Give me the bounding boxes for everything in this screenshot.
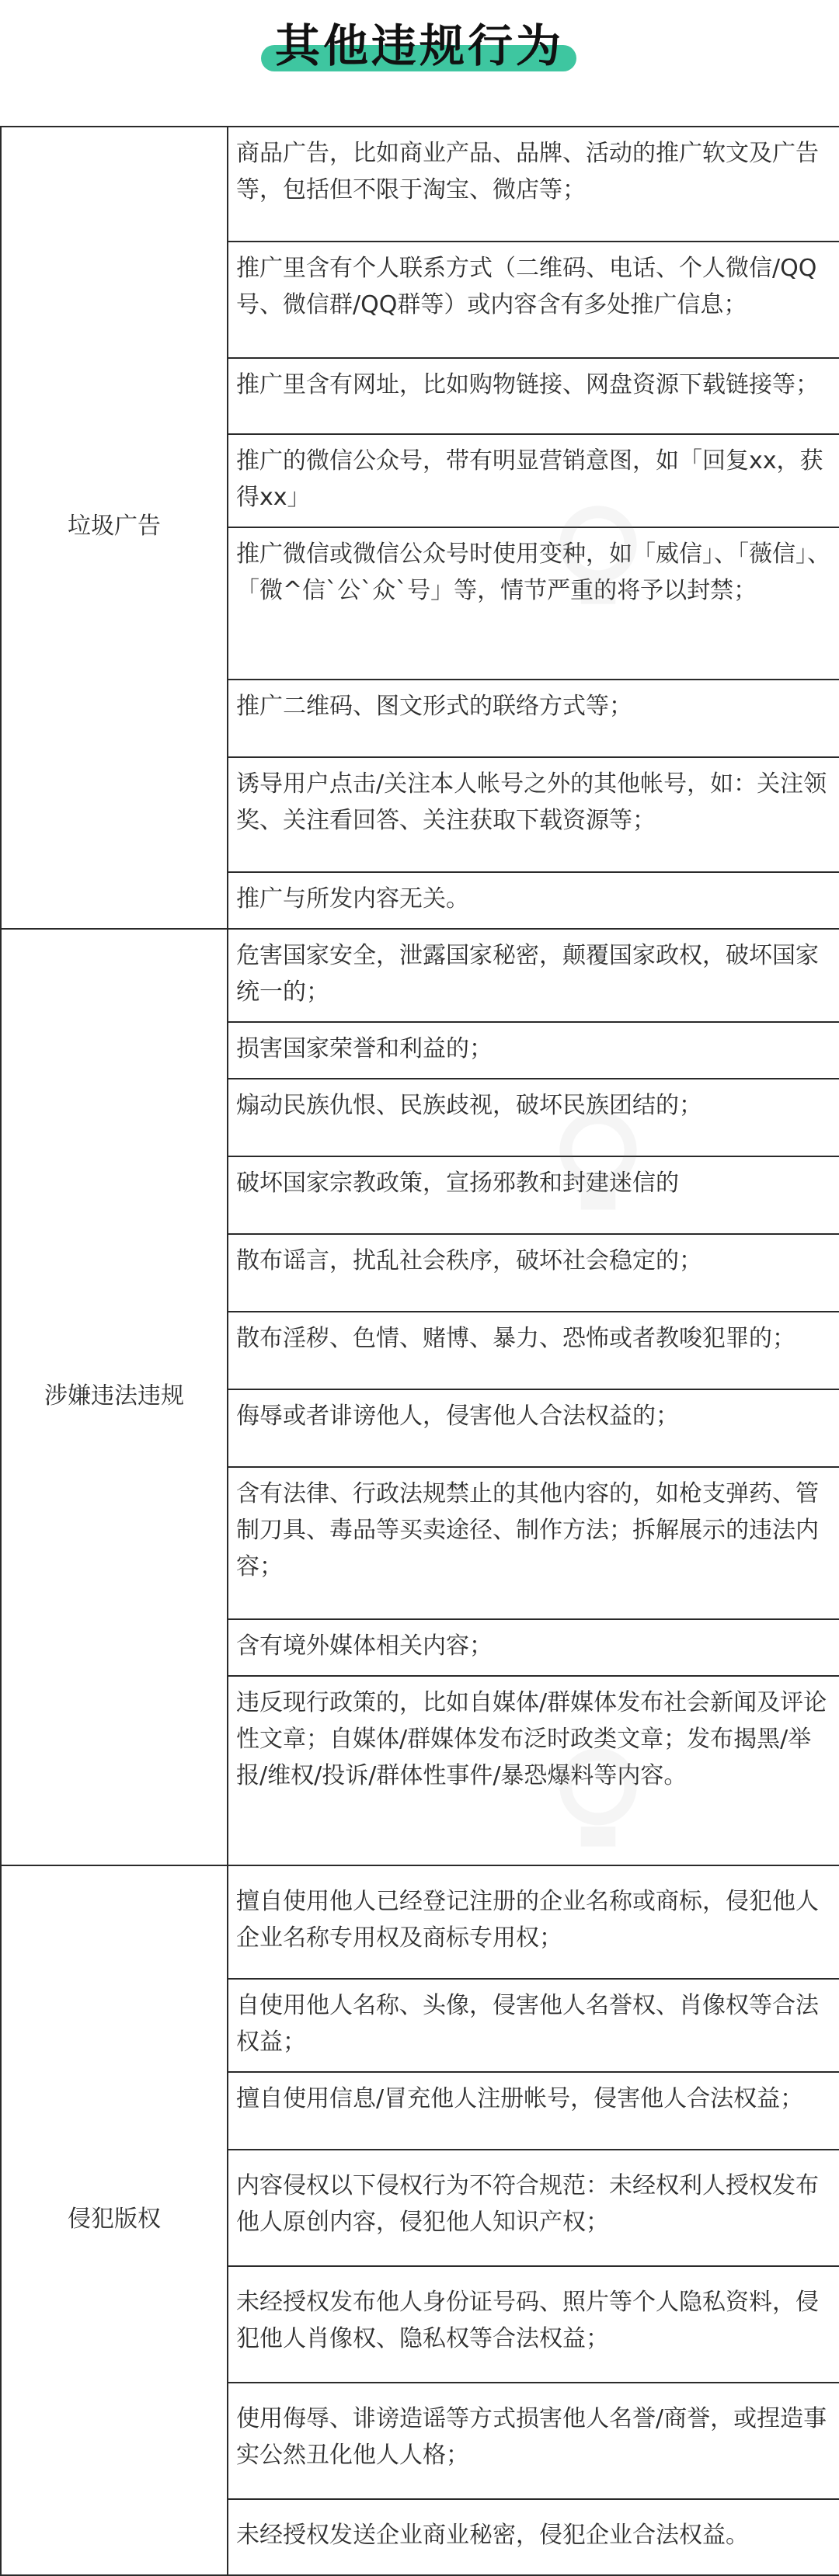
table-row: [1, 1865, 839, 1979]
rule-cell: 散布淫秽、色情、赌博、暴力、恐怖或者教唆犯罪的；: [228, 1312, 839, 1389]
rule-cell: 使用侮辱、诽谤造谣等方式损害他人名誉/商誉，或捏造事实公然丑化他人人格；: [228, 2383, 839, 2499]
rule-cell: 内容侵权以下侵权行为不符合规范：未经权利人授权发布他人原创内容，侵犯他人知识产权；: [228, 2150, 839, 2266]
category-cell: 侵犯版权: [1, 1865, 228, 2575]
rule-cell: 自使用他人名称、头像，侵害他人名誉权、肖像权等合法权益；: [228, 1979, 839, 2072]
rule-cell: 含有境外媒体相关内容；: [228, 1619, 839, 1676]
rule-cell: 推广里含有网址，比如购物链接、网盘资源下载链接等；: [228, 358, 839, 434]
rule-cell: 含有法律、行政法规禁止的其他内容的，如枪支弹药、管制刀具、毒品等买卖途径、制作方法；拆解展示的违法内容；: [228, 1467, 839, 1619]
rule-cell: 散布谣言，扰乱社会秩序，破坏社会稳定的；: [228, 1234, 839, 1312]
rule-cell: 商品广告，比如商业产品、品牌、活动的推广软文及广告等，包括但不限于淘宝、微店等；: [228, 127, 839, 242]
rule-cell: 煽动民族仇恨、民族歧视，破坏民族团结的；: [228, 1079, 839, 1156]
rule-cell: 推广的微信公众号，带有明显营销意图，如「回复xx，获得xx」: [228, 434, 839, 527]
rule-cell: 推广二维码、图文形式的联络方式等；: [228, 680, 839, 757]
rules-table-body: [1, 127, 839, 2575]
rule-cell: 推广里含有个人联系方式（二维码、电话、个人微信/QQ号、微信群/QQ群等）或内容含有多处推广信息；: [228, 242, 839, 358]
category-cell: 垃圾广告: [1, 127, 228, 929]
rules-table: [0, 126, 839, 2576]
rule-cell: 未经授权发送企业商业秘密，侵犯企业合法权益。: [228, 2499, 839, 2575]
rule-cell: 损害国家荣誉和利益的；: [228, 1022, 839, 1079]
rule-cell: 诱导用户点击/关注本人帐号之外的其他帐号，如：关注领奖、关注看回答、关注获取下载资源等；: [228, 757, 839, 872]
rule-cell: 擅自使用他人已经登记注册的企业名称或商标，侵犯他人企业名称专用权及商标专用权；: [228, 1865, 839, 1979]
table-row: [1, 929, 839, 1022]
rule-cell: 危害国家安全，泄露国家秘密，颠覆国家政权，破坏国家统一的；: [228, 929, 839, 1022]
table-row: [1, 127, 839, 242]
category-cell: 涉嫌违法违规: [1, 929, 228, 1865]
rule-cell: 侮辱或者诽谤他人，侵害他人合法权益的；: [228, 1389, 839, 1467]
header: [0, 0, 839, 116]
rule-cell: 破坏国家宗教政策，宣扬邪教和封建迷信的: [228, 1156, 839, 1234]
page-title: 其他违规行为: [274, 19, 564, 72]
rule-cell: 推广微信或微信公众号时使用变种，如「威信」、「薇信」、「微^信`公`众`号」等，情节严重的将予以封禁；: [228, 527, 839, 680]
rule-cell: 违反现行政策的，比如自媒体/群媒体发布社会新闻及评论性文章；自媒体/群媒体发布泛时政类文章；发布揭黑/举报/维权/投诉/群体性事件/暴恐爆料等内容。: [228, 1676, 839, 1865]
rule-cell: 未经授权发布他人身份证号码、照片等个人隐私资料，侵犯他人肖像权、隐私权等合法权益；: [228, 2266, 839, 2383]
rule-cell: 推广与所发内容无关。: [228, 872, 839, 929]
rule-cell: 擅自使用信息/冒充他人注册帐号，侵害他人合法权益；: [228, 2072, 839, 2150]
